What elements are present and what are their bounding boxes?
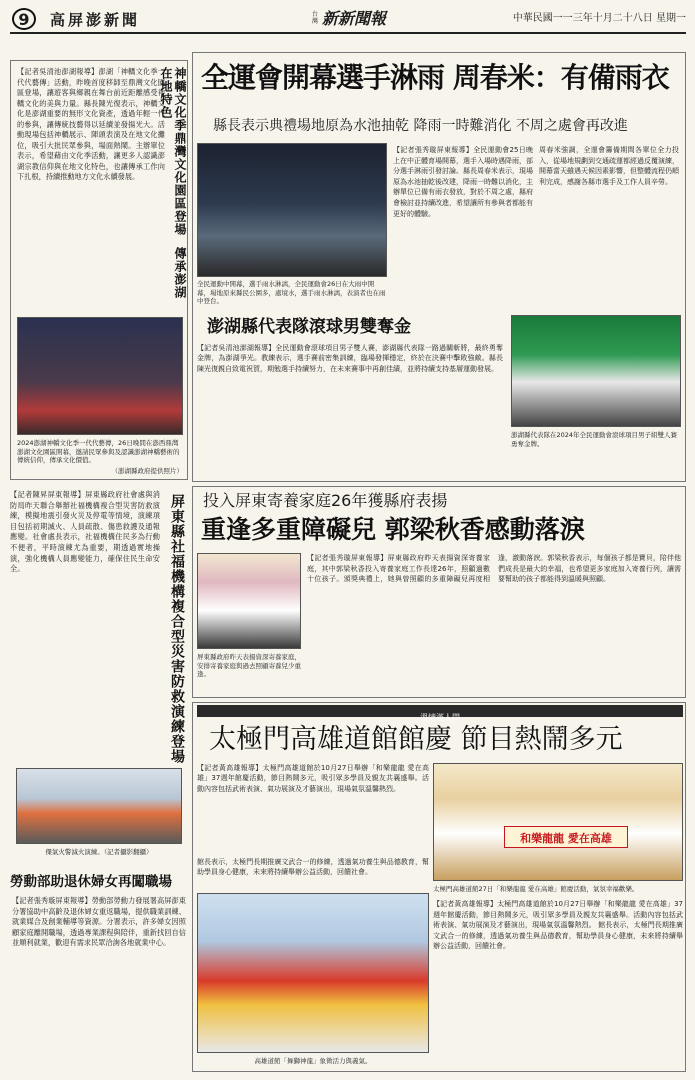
opening-ceremony-caption: 全民運動中開幕，選手雨水淋漓，全民運動會26日在大雨中開幕，場地原來縣民公園多，處境水，選手雨水淋漓，表演者也在雨中登台。 — [197, 280, 386, 305]
top-story-subhead: 縣長表示典禮場地原為水池抽乾 降雨一時難消化 不周之處會再改進 — [213, 118, 628, 134]
taiji-body-c — [433, 899, 683, 1067]
masthead — [10, 8, 686, 34]
penghu-team-headline: 澎湖縣代表隊滾球男雙奪金 — [207, 317, 411, 337]
taiji-photo2-caption: 高雄道館「舞獅神龍」象徵活力與義氣。 — [254, 1057, 372, 1065]
labor-story — [10, 872, 188, 1072]
foster-kicker: 投入屏東寄養家庭26年獲縣府表揚 — [203, 491, 448, 510]
penghu-team-photo — [511, 315, 681, 427]
paper-logo-text: 新新聞報 — [322, 9, 387, 28]
paper-logo-small: 台灣 — [312, 11, 319, 25]
drill-photo — [16, 768, 182, 844]
taiji-headline: 太極門高雄道館館慶 節目熱鬧多元 — [209, 724, 623, 755]
taiji-body-b-continued: 館長表示，太極門長期推廣文武合一的修練，透過氣功養生與品德教育，幫助學員身心健康，未來將持續舉辦公益活動，回饋社會。 — [433, 921, 683, 951]
top-story-body-b: 周春米強調，全運會籌備期間各單位全力投入，從場地規劃到交通疏運都經過反覆演練，開幕當天雖遇天候因素影響，但整體流程仍順利完成，感謝各縣市選手及工作人員辛勞。 — [539, 146, 679, 186]
issue-date: 中華民國一一三年十月二十八日 星期一 — [512, 13, 686, 24]
taiji-kicker: 溫情滿人間 — [420, 713, 460, 722]
left-top-headline-line1: 神轎文化季鼎灣文化園區登場 — [173, 67, 187, 236]
section-title: 高屏澎新聞 — [50, 11, 141, 29]
foster-photo — [197, 553, 301, 649]
taiji-body-a: 【記者黃高雄報導】太極門高雄道館於10月27日舉辦「和樂龍龍 愛在高雄」37週年館慶活動，節目熱鬧多元，吸引眾多學員及親友共襄盛舉。活動內容包括武術表演、氣功展演及才藝演出，現場氣氛溫馨熱烈。 — [197, 764, 429, 793]
taiji-lion-dance-photo — [197, 893, 429, 1053]
left-top-body: 【記者吳清池澎湖報導】澎湖「神轎文化季一代代藝傳」活動，昨晚首度移師至鼎灣文化園區登場，讓遊客與鄉親在舞台前近距離感受神轎文化的美與力量。縣長陳光復表示，神轎文化是澎湖重要的無形文化資產，透過年輕一代的參與，讓傳統技藝得以延續並發揚光大。活動現場包括神轎展示、陣頭表演及在地文化攤位，吸引大批民眾參與，場面熱鬧。主辦單位表示，希望藉由文化季活動，讓更多人認識澎湖宗教信仰與在地文化特色，也讓傳承工作向下扎根，持續推動地方文化永續發展。 — [17, 67, 165, 181]
foster-story — [192, 486, 686, 698]
shenjiao-photo-credit: （澎湖縣政府提供照片） — [111, 467, 183, 475]
drill-headline: 屏東縣社福機構複合型災害防救演練登場 — [169, 494, 185, 764]
labor-headline: 勞動部助退休婦女再闖職場 — [10, 874, 172, 890]
foster-photo-caption: 屏東縣政府昨天表揚資深寄養家庭，安排寄養家庭與過去照顧寄養兒少重逢。 — [197, 653, 301, 678]
shenjiao-photo — [17, 317, 183, 435]
labor-body: 【記者張秀璇屏東報導】勞動部勞動力發展署高屏澎東分署協助中高齡及退休婦女重返職場，提供職業訓練、就業媒合及創業輔導等資源。分署表示，許多婦女因照顧家庭離開職場，透過專業課程與陪伴，重新找回自信並順利就業，歡迎有需求民眾洽詢各地就業中心。 — [12, 896, 186, 948]
foster-headline-text: 重逢多重障礙兒 郭梁秋香感動落淚 — [201, 515, 585, 544]
drill-photo-caption: 傑氣火警減火演練。（記者攝影翻攝） — [45, 848, 153, 856]
taiji-body-b: 館長表示，太極門長期推廣文武合一的修練，透過氣功養生與品德教育，幫助學員身心健康，未來將持續舉辦公益活動，回饋社會。 — [197, 858, 429, 877]
drill-story — [10, 486, 188, 870]
taiji-body-a-continued: 【記者黃高雄報導】太極門高雄道館於10月27日舉辦「和樂龍龍 愛在高雄」37週年館慶活動，節目熱鬧多元，吸引眾多學員及親友共襄盛舉。活動內容包括武術表演、氣功展演及才藝演出，現場氣氛溫馨熱烈。 — [433, 900, 683, 930]
taiji-banner — [504, 826, 628, 848]
taiji-story — [192, 702, 686, 1072]
foster-headline — [201, 513, 681, 549]
top-story — [192, 52, 686, 482]
top-story-body-a: 【記者張秀璇屏東報導】全民運動會25日晚上在中正體育場開幕，選手入場時遇降雨，部分選手淋雨引發討論。縣長周春米表示，現場原為水池抽乾後改建，降雨一時難以消化，主辦單位已備有雨衣發放，對於不周之處，縣府會檢討並持續改進，希望讓所有參與者都能有更好的體驗。 — [393, 146, 533, 218]
paper-logo — [312, 8, 402, 32]
penghu-team-body: 【記者吳清池澎湖報導】全民運動會滾球項目男子雙人賽，澎湖縣代表隊一路過關斬將，最終勇奪金牌，為澎湖爭光。教練表示，選手賽前密集訓練，臨場發揮穩定，終於在決賽中擊敗強敵。縣長陳光復親自致電祝賀，期勉選手持續努力，在未來賽事中再創佳績，並將持續支持基層運動發展。 — [197, 344, 503, 373]
shenjiao-photo-caption: 2024澎湖神轎文化季一代代藝傳，26日晚間在澎西鼎灣澎湖文化園區開幕，邀請民眾參與及認識澎湖神轎藝術的傳統信仰，傳承文化價值。 — [17, 439, 180, 464]
taiji-kicker-bar — [197, 705, 683, 722]
left-top-headline-line2: 傳承澎湖在地特色 — [159, 67, 187, 300]
page-number-badge — [12, 8, 36, 30]
opening-ceremony-photo — [197, 143, 387, 277]
drill-body: 【記者陳昇屏東報導】屏東縣政府社會處與消防局昨天聯合舉辦社福機構複合型災害防救演練，模擬地震引發火災及停電等情境，演練項目包括初期滅火、人員疏散、傷患救護及通報應變。社會處長表示，社福機構住民多為行動不便者，平時演練尤為重要，期透過實地操演，強化機構人員應變能力，確保住民生命安全。 — [10, 490, 160, 574]
left-top-headline — [159, 67, 187, 307]
taiji-photo1-caption: 太極門高雄道館27日「和樂龍龍 愛在高雄」館慶活動，氣氛幸福歡樂。 — [433, 885, 639, 893]
page-number: 9 — [18, 10, 30, 29]
foster-body: 【記者張秀璇屏東報導】屏東縣政府昨天表揚資深寄養家庭，其中郭梁秋香投入寄養家庭工作長達26年，照顧過數十位孩子。頒獎典禮上，她與曾照顧的多重障礙兒再度相逢，激動落淚。郭梁秋香表示，每個孩子都是寶貝，陪伴他們成長是最大的幸福，也希望更多家庭加入寄養行列，讓需要幫助的孩子都能得到溫暖與照顧。 — [307, 554, 681, 584]
top-story-headline: 全運會開幕選手淋雨 周春米：有備雨衣 — [201, 61, 669, 94]
penghu-team-caption: 澎湖縣代表隊在2024年全民運動會滾球項目男子組雙人賽勇奪金牌。 — [511, 431, 678, 448]
taiji-celebration-photo — [433, 763, 683, 881]
left-top-story — [10, 60, 188, 480]
taiji-banner-text: 和樂龍龍 愛在高雄 — [520, 832, 612, 845]
